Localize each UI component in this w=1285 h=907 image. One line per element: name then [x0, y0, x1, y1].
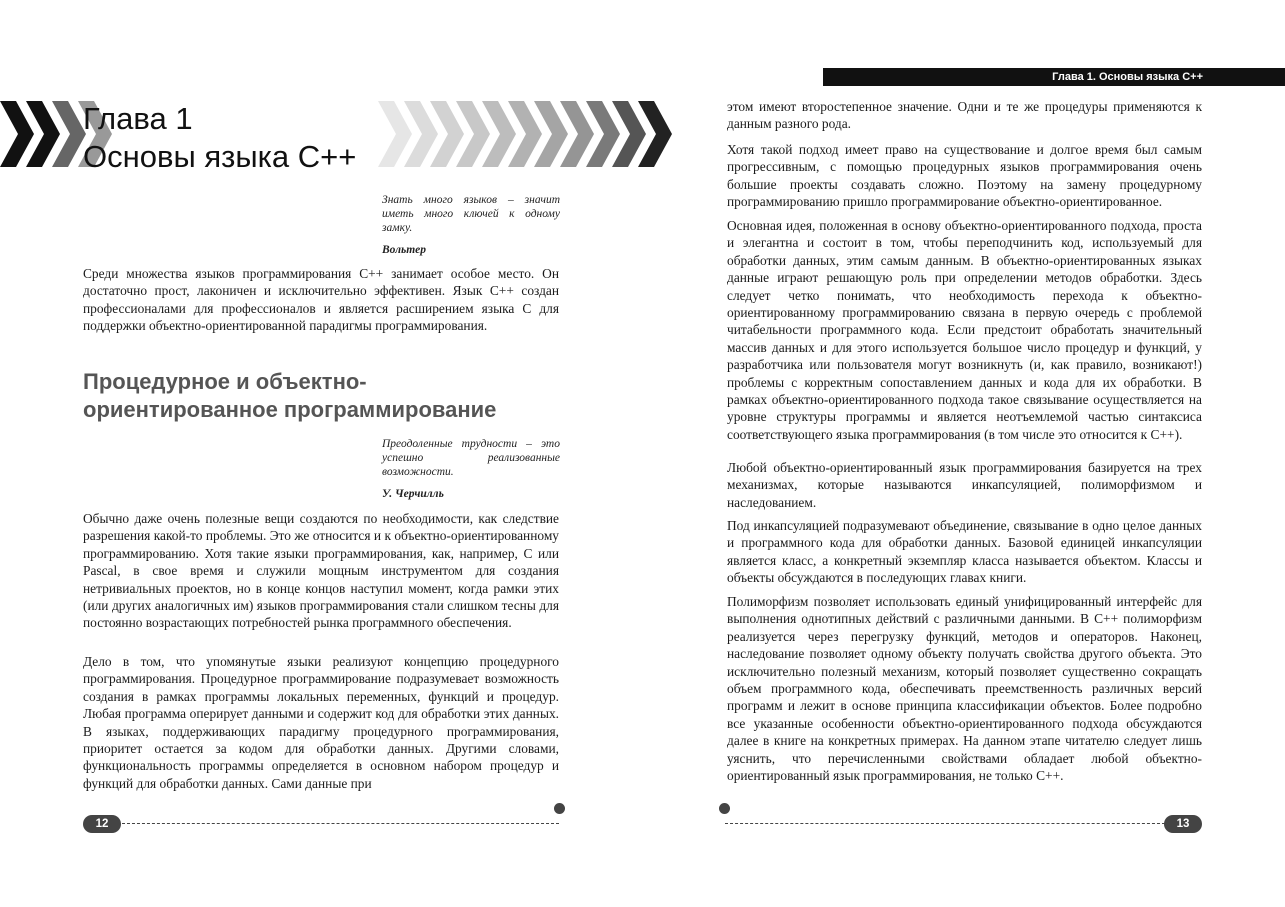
body-paragraph: этом имеют второстепенное значение. Одни и те же процедуры применяются к данным разного рода. [727, 99, 1202, 132]
chapter-number: Глава 1 [83, 101, 193, 136]
running-header: Глава 1. Основы языка С++ [823, 68, 1285, 86]
page-number: 13 [1164, 815, 1202, 833]
body-paragraph: Хотя такой подход имеет право на существование и долгое время был самым прогрессивным, с помощью процедурных языков программирования очень большие проекты создавать сложно. Поэтому на замену процедурному программированию пришло программирование объектно-ориентированное. [727, 142, 1202, 210]
body-paragraph: Основная идея, положенная в основу объектно-ориентированного подхода, проста и элегантна и состоит в том, чтобы переподчинить код, используемый для обработки данных, этим самым данным. В объектно-ориентированных языках данные играют решающую роль при определении методов обработки. Здесь следует четко понимать, что необходимость перехода к объектно-ориентированному программированию связана в первую очередь с проблемой читабельности программного кода. Если предстоит обработать значительный массив данных и для этого используется большое число процедур и функций, у разработчика или пользователя могут возникнуть (и, как правило, возникают!) проблемы с корректным сопоставлением данных и кода для их обработки. В рамках объектно-ориентированного подхода такое связывание осуществляется на уровне структуры программы и является неотъемлемой частью синтаксиса соответствующего языка программирования (в том числе это относится к С++). [727, 218, 1202, 442]
footer-dot [719, 803, 730, 814]
body-paragraph: Любой объектно-ориентированный язык программирования базируется на трех механизмах, которые называются инкапсуляцией, полиморфизмом и наследованием. [727, 460, 1202, 510]
epigraph-author: У. Черчилль [382, 488, 444, 500]
epigraph-text: Знать много языков – значит иметь много ключей к одному замку. [382, 194, 560, 234]
section-heading-line2: ориентированное программирование [83, 397, 497, 422]
body-paragraph: Обычно даже очень полезные вещи создаются по необходимости, как следствие разрешения какой-то проблемы. Это же относится и к объектно-ориентированному программированию. Хотя такие языки программирования, как, например, С или Pascal, в свое время и служили мощным инструментом для создания нетривиальных проектов, но в конце концов наступил момент, когда рамки этих (или других аналогичных им) языков программирования стали слишком тесны для постоянно возрастающих потребностей рынка программного обеспечения. [83, 511, 559, 631]
epigraph-author: Вольтер [382, 244, 426, 256]
footer-rule [725, 823, 1165, 824]
body-paragraph: Полиморфизм позволяет использовать единый унифицированный интерфейс для выполнения однотипных действий с различными данными. В С++ полиморфизм реализуется через перегрузку функций, методов и операторов. Наконец, наследование позволяет одному объекту получать свойства другого объекта. Это исключительно полезный механизм, который позволяет существенно сокращать объем программного кода, обеспечивать преемственность различных версий программ и лежит в основе принципа классификации объектов. Более подробно все указанные особенности объектно-ориентированного подхода обсуждаются далее в книге на конкретных примерах. На данном этапе читателю следует лишь уяснить, что перечисленными свойствами обладает любой объектно-ориентированный язык программирования, не только С++. [727, 594, 1202, 784]
intro-paragraph: Среди множества языков программирования С++ занимает особое место. Он достаточно прост, лаконичен и исключительно эффективен. Язык С++ создан профессионалами для профессионалов и является расширением языка С для поддержки объектно-ориентированной парадигмы программирования. [83, 266, 559, 334]
body-paragraph: Дело в том, что упомянутые языки реализуют концепцию процедурного программирования. Процедурное программирование подразумевает возможность создания в рамках программы локальных переменных, функций и процедур. Любая программа оперирует данными и содержит код для обработки этих данных. В языках, поддерживающих парадигму процедурного программирования, приоритет остается за кодом для обработки данных. Другими словами, функциональность программы определяется в основном набором процедур и функций для обработки данных. Сами данные при [83, 654, 559, 791]
section-heading-line1: Процедурное и объектно- [83, 369, 367, 394]
chapter-name: Основы языка С++ [83, 139, 357, 174]
epigraph-text: Преодоленные трудности – это успешно реализованные возможности. [382, 438, 560, 478]
body-paragraph: Под инкапсуляцией подразумевают объединение, связывание в одно целое данных и программного кода для обработки данных. Базовой единицей инкапсуляции является класс, а конкретный экземпляр класса называется объектом. Классы и объекты обсуждаются в последующих главах книги. [727, 518, 1202, 586]
page-number: 12 [83, 815, 121, 833]
